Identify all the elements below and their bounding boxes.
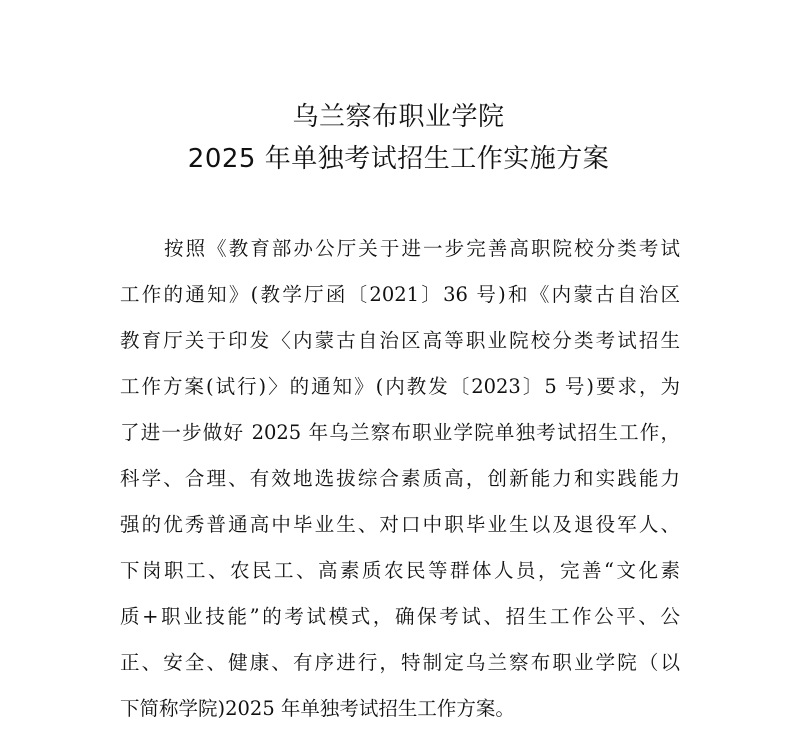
paragraph-line: 工作的通知》(教学厅函〔2021〕36 号)和《内蒙古自治区 (120, 283, 680, 306)
paragraph-line: 工作方案(试行)〉的通知》(内教发〔2023〕5 号)要求，为 (120, 375, 680, 398)
paragraph-line: 科学、合理、有效地选拔综合素质高，创新能力和实践能力 (120, 467, 680, 490)
title-line-plan: 2025 年单独考试招生工作实施方案 (187, 144, 610, 174)
title-line-institution: 乌兰察布职业学院 (292, 102, 505, 132)
document-title (0, 96, 797, 180)
paragraph-line: 按照《教育部办公厅关于进一步完善高职院校分类考试 (164, 237, 680, 260)
paragraph-line: 强的优秀普通高中毕业生、对口中职毕业生以及退役军人、 (120, 513, 680, 536)
paragraph-line: 下简称学院)2025 年单独考试招生工作方案。 (120, 697, 515, 720)
paragraph-line: 教育厅关于印发〈内蒙古自治区高等职业院校分类考试招生 (120, 329, 680, 352)
paragraph-line: 正、安全、健康、有序进行，特制定乌兰察布职业学院（以 (120, 651, 680, 674)
paragraph-line: 质+职业技能”的考试模式，确保考试、招生工作公平、公 (120, 605, 680, 628)
paragraph-line: 了进一步做好 2025 年乌兰察布职业学院单独考试招生工作， (120, 421, 680, 444)
paragraph-line: 下岗职工、农民工、高素质农民等群体人员，完善“文化素 (120, 559, 680, 582)
body-paragraph (120, 226, 680, 732)
